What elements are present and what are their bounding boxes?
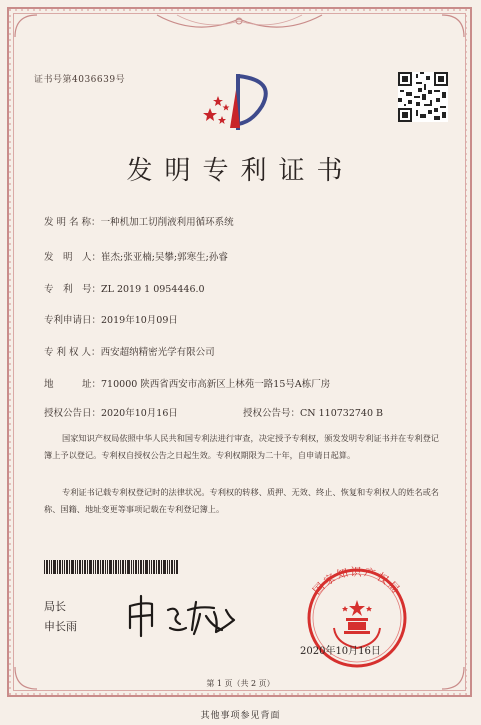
filing-date-row (44, 312, 178, 326)
filing-date-value: 2019年10月09日 (101, 315, 178, 326)
address-label: 地 址： (44, 379, 102, 390)
inventors-row (44, 249, 228, 263)
patentee-value: 西安超纳精密光学有限公司 (100, 347, 215, 358)
page-title: 发明专利证书 (126, 156, 355, 186)
certificate-number: 证书号第4036639号 (34, 75, 126, 85)
grant-date-label: 授权公告日： (44, 408, 102, 419)
page-indicator: 第 1 页（共 2 页） (206, 679, 275, 688)
invention-name-label: 发 明 名 称： (44, 217, 101, 228)
invention-name-row (44, 214, 234, 228)
inventors-label: 发 明 人： (44, 252, 102, 263)
paragraph-grant-statement: 国家知识产权局依照中华人民共和国专利法进行审查，决定授予专利权，颁发发明专利证书并在专利登记簿上予以登记。专利权自授权公告之日起生效。专利权期限为二十年，自申请日起算。 (44, 433, 439, 460)
signature-name: 申长雨 (44, 620, 77, 633)
patent-number-label: 专 利 号： (44, 284, 102, 295)
svg-text:国家知识产权局 (310, 565, 403, 597)
grant-date-row (44, 405, 178, 419)
grant-date-value: 2020年10月16日 (101, 408, 178, 419)
patent-number-value: ZL 2019 1 0954446.0 (101, 284, 205, 295)
filing-date-label: 专利申请日： (44, 315, 102, 326)
patentee-row (44, 344, 215, 358)
address-value: 710000 陕西省西安市高新区上林苑一路15号A栋厂房 (101, 379, 331, 390)
footer-note: 其他事项参见背面 (200, 711, 281, 721)
cnipa-logo-icon (200, 70, 280, 134)
seal-date: 2020年10月16日 (300, 646, 381, 657)
invention-name-value: 一种机加工切削液利用循环系统 (100, 217, 234, 228)
address-row (44, 376, 330, 390)
grant-number-label: 授权公告号： (243, 408, 301, 419)
signature-role: 局长 (44, 600, 66, 613)
patent-number-row (44, 281, 205, 295)
barcode-icon (44, 560, 178, 574)
paragraph-legal-status: 专利证书记载专利权登记时的法律状况。专利权的转移、质押、无效、终止、恢复和专利权人的姓名或名称、国籍、地址变更等事项记载在专利登记簿上。 (44, 487, 439, 514)
grant-number-value: CN 110732740 B (300, 408, 384, 419)
handwritten-signature-icon (122, 590, 262, 640)
patentee-label: 专 利 权 人： (44, 347, 101, 358)
grant-number-row (243, 405, 383, 419)
qr-code-icon (398, 72, 448, 122)
seal-text: 国家知识产权局 (310, 565, 404, 598)
inventors-value: 崔杰;张亚楠;吴攀;郭寒生;孙睿 (101, 252, 228, 263)
